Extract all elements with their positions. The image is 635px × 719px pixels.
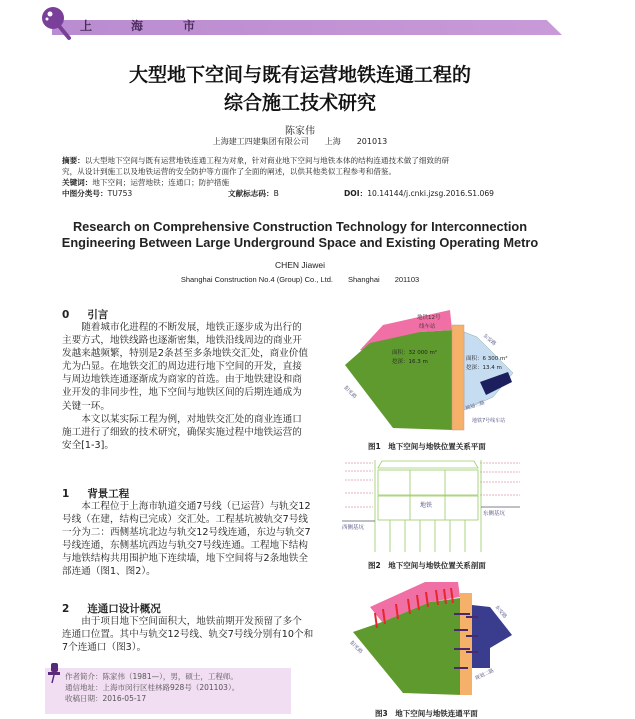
figures [320,300,600,718]
body-text-line: 业开发的非同步性，地下空间与地铁区间的后期连通成为 [62,387,302,399]
figure-1-plan [343,310,513,430]
figure-2-section [342,460,520,552]
fig1-label: 地铁12号 [417,315,441,321]
author-bio: 作者简介：陈家伟（1981—），男，硕士，工程师。 [65,672,238,681]
body-text-line: 一分为二：西侧基坑北边与轨交12号线连通，东边与轨交7 [62,527,311,539]
paper-title-line2: 综合施工技术研究 [223,92,376,114]
body-text-line: 尤为凸显。在地铁交汇的周边进行地下空间的开发，直接 [62,361,302,373]
body-text-line: 安全[1-3]。 [62,439,114,451]
doi-value: 10.14144/j.cnki.jzsg.2016.S1.069 [367,189,494,198]
fig2-label: 东侧基坑 [483,511,506,517]
body-text-line: 本工程位于上海市轨道交通7号线（已运营）与轨交12 [81,501,311,512]
body-text-line: 与地铁结构共用围护地下连续墙，地下空间将与2条地铁全 [62,553,308,565]
abstract-text: 以大型地下空间与既有运营地铁连通工程为对象，针对商业地下空间与地铁本体的结构连通技术做了细致的研 [84,156,450,165]
body-text-line: 主要方式，地铁线路也逐渐密集，地铁沿线周边的商业开 [62,335,302,347]
region-label: 市 [183,19,196,33]
section-banner [52,20,562,35]
pushpin-icon [46,662,62,684]
fig1-label: 挖深：16.3 m [392,359,428,365]
region-label: 海 [131,19,144,33]
body-text-line: 7个连通口（图3）。 [62,642,147,654]
body-text-line: 施工进行了细致的技术研究，确保实施过程中地铁运营的 [62,426,302,438]
section-heading-1: 1 背景工程 [62,488,130,500]
doc-code-value: B [273,189,279,198]
author-name: 陈家伟 [285,126,315,137]
fig3-label: 东安路 [493,604,508,620]
body-text-line: 号线连通，东侧基坑西边与轨交7号线连通。工程地下结构 [62,540,308,552]
keywords-label: 关键词： [62,178,93,187]
body-text-line: 随着城市化进程的不断发展，地铁正逐步成为出行的 [81,322,302,333]
author-note-box [45,668,291,714]
fig2-label: 西侧基坑 [342,525,365,531]
author-address: 通信地址：上海市闵行区桂林路928号（201103）。 [65,683,240,692]
fig3-label: 阳光路 [348,640,364,656]
magnifier-icon [38,4,74,42]
clc-value: TU753 [107,189,133,198]
abstract-label: 摘要： [62,156,85,165]
body-text-line: 发越来越频繁，特别是2条甚至多条地铁交汇处，商业价值 [62,348,308,360]
section-body-2 [62,615,314,654]
doi-label: DOI： [344,189,368,198]
paper-title-line1: 大型地下空间与既有运营地铁连通工程的 [128,64,471,86]
fig1-label: 挖深：13.4 m [466,365,502,371]
author-affiliation: 上海建工四建集团有限公司 上海 201013 [212,137,388,146]
region-label: 上 [80,19,93,33]
keywords: 地下空间；运营地铁；连通口；防护措施 [92,178,230,187]
section-body-1 [62,500,311,579]
body-text-line: 连通口位置。其中与轨交12号线、轨交7号线分别有10个和 [62,629,314,641]
figure-3-caption: 图3 地下空间与地铁连通平面 [375,709,478,718]
body-text-line: 本文以某实际工程为例，对地铁交汇处的商业连通口 [81,413,302,425]
section-heading-0: 0 引言 [62,309,109,321]
abstract [62,155,542,199]
fig1-label: 线车站 [419,324,436,330]
fig1-label: 规划二路 [464,400,486,412]
body-text-line: 与周边地铁连通逐渐成为商家的首选。由于地铁建设和商 [62,374,302,386]
english-title-line2: Engineering Between Large Underground Space and Existing Operating Metro [61,235,539,250]
figure-2-caption: 图2 地下空间与地铁位置关系剖面 [368,561,486,570]
fig2-label: 地铁 [420,502,433,509]
fig3-label: 规划二路 [474,667,495,682]
body-text-line: 部连通（图1、图2）。 [62,566,156,578]
doc-code-label: 文献标志码： [228,189,274,198]
figure-1-caption: 图1 地下空间与地铁位置关系平面 [368,442,486,451]
english-title-line1: Research on Comprehensive Construction Technology for Interconnection [72,219,528,234]
body-text-line: 由于项目地下空间面积大，地铁前期开发预留了多个 [81,616,302,627]
fig1-label: 面积：32 000 m² [392,350,438,356]
section-body-0 [62,321,308,452]
english-affiliation: Shanghai Construction No.4 (Group) Co., Ltd. Shanghai 201103 [180,275,420,284]
fig1-label: 阳光路 [342,385,358,401]
fig1-label: 东安路 [481,332,498,348]
fig1-label: 地铁7号线车站 [472,418,506,424]
english-author: CHEN Jiawei [274,260,326,270]
clc-label: 中图分类号： [62,189,108,198]
abstract-text: 究，从设计到施工以及地铁运营的安全防护等方面作了全面的阐述，以供其他类似工程参考和借鉴。 [62,167,397,176]
body-text-line: 号线（在建，结构已完成）交汇处。工程基坑被轨交7号线 [62,514,308,526]
section-heading-2: 2 连通口设计概况 [62,603,161,615]
fig1-label: 面积：6 300 m² [466,356,508,362]
received-date: 收稿日期：2016-05-17 [65,694,147,703]
figure-3-connection-plan [349,582,512,695]
body-text-line: 关键一环。 [62,400,110,412]
